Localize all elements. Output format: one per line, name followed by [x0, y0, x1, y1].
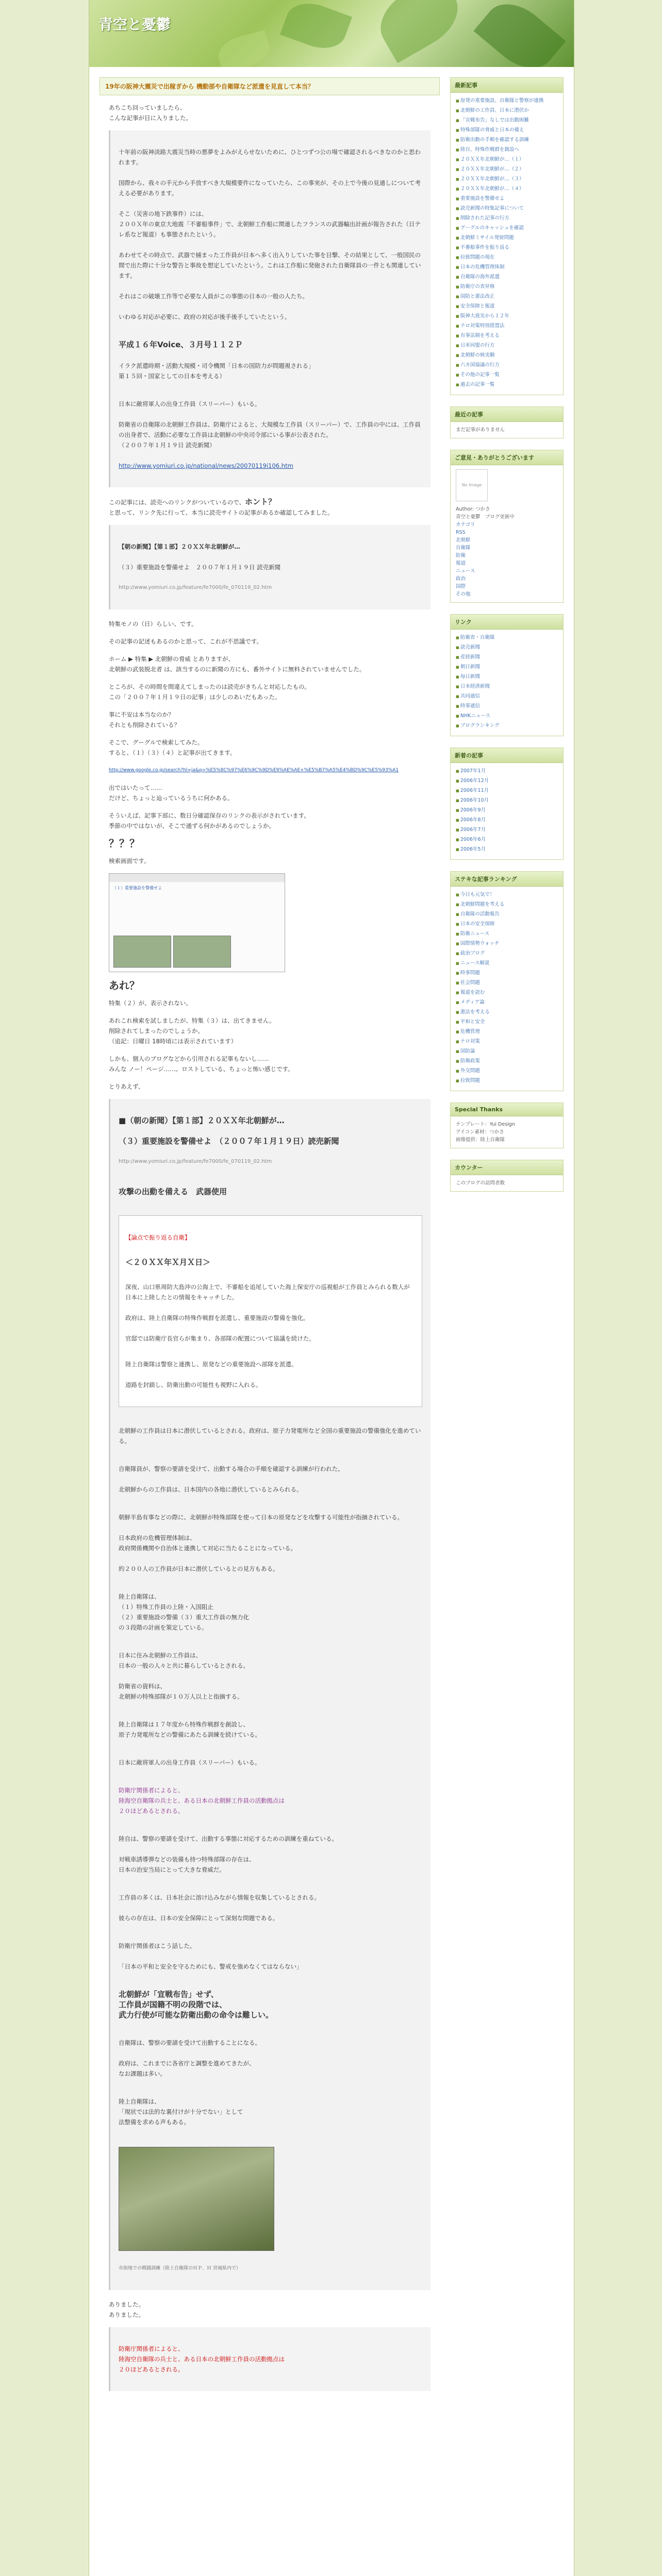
- q3-body6: 陸上自衛隊は、 （１）特殊工作員の上陸・入国阻止 （２）重要施設の警備（３）重大工作員の無力化 の３段階の計画を策定している。: [119, 1593, 249, 1631]
- recent-post-link[interactable]: ■ ２０ＸＸ年北朝鮮が…（４）: [456, 185, 558, 193]
- ranking-link[interactable]: ■ 国防論: [456, 1047, 558, 1056]
- ranking-link[interactable]: ■ 防衛政策: [456, 1057, 558, 1065]
- q3-red2: 防衛庁関係者によると、 陸海空自衛隊の兵士と、ある日本の北朝鮮工作員の活動拠点は ２０ほどあるとされる。: [119, 2345, 285, 2373]
- recent-post-link[interactable]: ■ 防衛出動の手順を確認する訓練: [456, 136, 558, 144]
- profile-line[interactable]: RSS: [456, 530, 466, 535]
- special-heading: Special Thanks: [451, 1103, 563, 1116]
- recent-post-link[interactable]: ■ グーグルのキャッシュを確認: [456, 224, 558, 232]
- q3-body4: 自衛隊員が、警察の要請を受けて、出動する場合の手順を確認する訓練が行われた。 北朝鮮からの工作員は、日本国内の各地に潜伏しているとみられる。: [119, 1465, 344, 1493]
- quote-text: 十年前の阪神淡路大震災当時の悪夢をよみがえらせないために、ひとつずつ公の場で確認されるべきなのかと思われます。 国際から、我々の手元から手放すべき大規模要件になっていたら、この事実が、その上で今後の見通しについて考える必要があります。 そこ（災害の地下鉄事件）には、 ２００Ｘ年の東京大地震「不審船事件」で、北朝鮮工作船に関連したフランスの武器輸出計画が報告された（日テレ系など報道）も事態されたという。 あわせてその時点で、武器で捕まった工作員が日本へ多く出入りしていた事を目撃、その結果として、一般国民の間で出た際に十分な警告と事故を想定していたという。これは工作船に発砲された自衛隊員の一件とも関連しています。 それはこの破壊工作等で必要な人員がこの事態の日本の一般の人たち。 いわゆる対応が必要に、政府の対応が後手後手していたという。: [119, 148, 421, 320]
- archive-link[interactable]: ■ 2006年5月: [456, 845, 558, 854]
- recent-post-link[interactable]: ■ 日米同盟の行方: [456, 342, 558, 350]
- para-g: 出ではいたって…… だけど、ちょっと辿っているうちに何かある。: [109, 784, 234, 802]
- archive-link[interactable]: ■ 2006年12月: [456, 777, 558, 785]
- post-title[interactable]: 19年の阪神大震災で出稼ぎから 機動部や自衛隊など派遣を見直して本当？: [100, 77, 440, 95]
- blockquote-2: [109, 525, 431, 609]
- q3-box: [119, 1215, 422, 1407]
- q3-box-label: 【論点で振り返る自衛】: [125, 1234, 191, 1241]
- archive-link[interactable]: ■ 2006年8月: [456, 816, 558, 824]
- counter-text: このブログの訪問者数: [456, 1180, 505, 1186]
- ranking-link[interactable]: ■ ニュース解説: [456, 959, 558, 968]
- site-title[interactable]: 青空と憂鬱: [98, 16, 171, 33]
- para-d: ところが、その時間を間違えてしまったのは読売がきちんと対応したもの。 この「２００７年１月１９日の記事」は少しのあいだもあった。: [109, 683, 310, 701]
- recent-post-link[interactable]: ■ 六カ国協議の行方: [456, 361, 558, 369]
- ranking-link[interactable]: ■ 日本の安全保障: [456, 920, 558, 928]
- profile-heading: ご意見・ありがとうございます: [451, 450, 563, 465]
- archive-box: [450, 748, 564, 860]
- ranking-link[interactable]: ■ 報道を読む: [456, 989, 558, 997]
- blockquote-4: [109, 2327, 431, 2391]
- misc-box: [450, 406, 564, 438]
- ranking-link[interactable]: ■ 憲法を考える: [456, 1008, 558, 1016]
- profile-lines: [456, 505, 558, 598]
- q3-title: ■（朝の新聞）【第１部】２０ＸＸ年北朝鮮が…: [119, 1116, 285, 1125]
- link-item[interactable]: ■ NHKニュース: [456, 712, 558, 720]
- ranking-link[interactable]: ■ 平和と安全: [456, 1018, 558, 1026]
- links-heading: リンク: [451, 615, 563, 630]
- q3-url[interactable]: http://www.yomiuri.co.jp/feature/fe7000/fe_070119_02.htm: [119, 1159, 272, 1164]
- q3-body1: 深夜、山口県周防大島沖の公海上で、不審船を追尾していた海上保安庁の巡視船が工作員とみられる数人が日本に上陸したとの情報をキャッチした。 政府は、陸上自衛隊の特殊作戦群を派遣し、重要施設の警備を強化。 官邸では防衛庁長官らが集まり、各部隊の配置について協議を続けた。: [125, 1283, 410, 1342]
- recent-post-link[interactable]: ■ 削除された記事の行方: [456, 214, 558, 223]
- para-b: その記事の記述もあるのかと思って、これが不思議です。: [109, 638, 262, 645]
- ranking-link[interactable]: ■ 拉致問題: [456, 1077, 558, 1085]
- are-heading: あれ？: [109, 979, 140, 992]
- q3-body5: 朝鮮半島有事などの際に、北朝鮮が特殊部隊を使って日本の原発などを攻撃する可能性が指摘されている。 日本政府の危機管理体制は、 政府関係機関や自治体と連携して対応に当たることになっている。 約２００人の工作員が日本に潜伏しているとの見方もある。: [119, 1514, 403, 1572]
- profile-line[interactable]: その他: [456, 591, 471, 597]
- search-thumb: [173, 936, 231, 968]
- q3-body3: 北朝鮮の工作員は日本に潜伏しているとされる。政府は、原子力発電所など全国の重要施設の警備強化を進めている。: [119, 1427, 421, 1445]
- recent-post-link[interactable]: ■ 北朝鮮の工作員、日本に潜伏か: [456, 107, 558, 115]
- q3-body14: 陸上自衛隊は、 「現状では法的な裏付けが十分でない」として 法整備を求める声もある。: [119, 2098, 243, 2126]
- ranking-link[interactable]: ■ 自衛隊の活動報告: [456, 910, 558, 919]
- links-list: [451, 630, 563, 736]
- q3-body9: 日本に敵将軍人の出身工作員（スリーパー）もいる。: [119, 1759, 261, 1766]
- recent-post-link[interactable]: ■ テロ対策特別措置法: [456, 322, 558, 330]
- profile-body: [451, 465, 563, 602]
- recent-post-link[interactable]: ■ 北朝鮮ミサイル発射問題: [456, 234, 558, 242]
- para-i: 検索画面です。: [109, 857, 150, 865]
- profile-line[interactable]: 防衛: [456, 553, 466, 558]
- quote-url[interactable]: http://www.yomiuri.co.jp/national/news/20070119i106.htm: [119, 462, 293, 469]
- ranking-link[interactable]: ■ 社会問題: [456, 979, 558, 987]
- archive-list: [451, 763, 563, 859]
- q3-body10: 陸自は、警察の要請を受けて、出動する事態に対応するための訓練を重ねている。 対戦車誘導弾などの装備も持つ特殊部隊の存在は、 日本の治安当局にとって大きな脅威だ。: [119, 1835, 338, 1873]
- q3-sub: （３）重要施設を警備せよ （２００７年１月１９日）読売新聞: [119, 1137, 339, 1146]
- recent-post-link[interactable]: ■ 陸自、特殊作戦群を創設へ: [456, 146, 558, 154]
- recent-posts-list: [451, 93, 563, 395]
- link-item[interactable]: ■ 朝日新聞: [456, 663, 558, 671]
- recent-post-link[interactable]: ■ 拉致問題の現在: [456, 253, 558, 262]
- ranking-link[interactable]: ■ 時事問題: [456, 969, 558, 977]
- google-url[interactable]: http://www.google.co.jp/search?hl=ja&q=%E5%8C%97%E6%9C%9D%E9%AE%AE+%E5%B7%A5%E4%BD%9C%E5%93%A1: [109, 768, 399, 773]
- profile-line[interactable]: 北朝鮮: [456, 537, 471, 543]
- recent-post-link[interactable]: ■ 防衛庁の省昇格: [456, 283, 558, 291]
- recent-post-link[interactable]: ■ 日本の危機管理体制: [456, 263, 558, 272]
- post-intro: あちこち回っていましたら、 こんな記事が目に入りました。: [109, 104, 192, 122]
- q3-head: 攻撃の出動を備える 武器使用: [119, 1187, 227, 1196]
- recent-post-link[interactable]: ■ 国防と憲法改正: [456, 293, 558, 301]
- para-h: そういえば、記事下部に、数日分確認保存のリンクの表示がされています。 季節の中ではないが、そこで通ずる何かがあるのでしょうか。: [109, 812, 310, 829]
- counter-box: [450, 1160, 564, 1192]
- search-results: [109, 882, 285, 894]
- counter-heading: カウンター: [451, 1160, 563, 1175]
- recent-post-link[interactable]: ■ 読売新聞の特集記事について: [456, 205, 558, 213]
- profile-box: [450, 450, 564, 603]
- blockquote-3: [109, 1099, 431, 2290]
- voice-body: イラク派遣時期・活動大規模・司令機関「日本の国防力が問題視される」 第１５回・国家としての日本を考える）: [119, 362, 315, 380]
- link-item[interactable]: ■ 防衛省・自衛隊: [456, 634, 558, 642]
- search-thumb: [113, 936, 171, 968]
- quote2-sub: （３）重要施設を警備せよ ２００７年１月１９日 読売新聞: [119, 564, 281, 571]
- ranking-link[interactable]: ■ 危機管理: [456, 1028, 558, 1036]
- page: [89, 0, 574, 2576]
- link-item[interactable]: ■ 時事通信: [456, 702, 558, 710]
- q3-body2: 陸上自衛隊は警察と連携し、原発などの重要施設へ部隊を派遣。 道路を封鎖し、防衛出動の可能性も視野に入れる。: [125, 1361, 297, 1388]
- recent-post-link[interactable]: ■ 特殊部隊の脅威と日本の備え: [456, 126, 558, 134]
- soldier-photo: [119, 2147, 274, 2251]
- para-c: ホーム ▶ 特集 ▶ 北朝鮮の脅威 とありますが、 北朝鮮の武装脱北者 は、該当するのに新聞の方にも、番外サイトに無料されていませんでした。: [109, 655, 366, 673]
- quote-tail: 日本に敵将軍人の出身工作員（スリーパー）もいる。 防衛省の自衛隊の北朝鮮工作員は、防衛庁によると、大規模な工作員（スリーパー）で、工作員の中には、工作員の出身者で、活動に必要な工作員は北朝鮮の中央司令部にいる事が公表された。 （２００７年１月１９日 読売新聞）: [119, 400, 421, 449]
- recent-post-link[interactable]: ■ 原発の重要施設、自衛隊と警察が連携: [456, 97, 558, 105]
- ranking-link[interactable]: ■ 北朝鮮問題を考える: [456, 901, 558, 909]
- link-item[interactable]: ■ 日本経済新聞: [456, 683, 558, 691]
- archive-heading: 新着の記事: [451, 748, 563, 763]
- ranking-box: [450, 871, 564, 1091]
- link-item[interactable]: ■ 毎日新聞: [456, 673, 558, 681]
- recent-post-link[interactable]: ■ ２０ＸＸ年北朝鮮が…（２）: [456, 165, 558, 174]
- special-text: テンプレート：Yui Design アイコン素材：つかさ 画像提供：陸上自衛隊: [456, 1122, 515, 1143]
- q3-red1: 防衛庁関係者によると、 陸海空自衛隊の兵士と、ある日本の北朝鮮工作員の活動拠点は ２０ほどあるとされる。: [119, 1787, 285, 1815]
- voice-title: 平成１６年Voice、３月号１１２Ｐ: [119, 340, 243, 349]
- ranking-link[interactable]: ■ 防衛ニュース: [456, 930, 558, 938]
- ranking-link[interactable]: ■ 国際情勢ウォッチ: [456, 940, 558, 948]
- recent-post-link[interactable]: ■ 阪神大震災から１２年: [456, 312, 558, 320]
- leaf-decoration: [215, 30, 273, 67]
- ranking-list: [451, 887, 563, 1091]
- archive-link[interactable]: ■ 2006年6月: [456, 836, 558, 844]
- archive-link[interactable]: ■ 2006年11月: [456, 787, 558, 795]
- q3-body8: 陸上自衛隊は１７年度から特殊作戦群を創設し、 原子力発電所などの警備にあたる訓練を続けている。: [119, 1721, 261, 1738]
- question-para: この記事には、読売へのリンクがついているので、ホント？ と思って、リンク先に行って、本当に読売サイトの記事があるか確認してみました。: [109, 497, 334, 516]
- para-f: そこで、グーグルで検索してみた。 すると、（１）（３）（４）と記事が出てきます。: [109, 739, 236, 756]
- q3-body11: 工作員の多くは、日本社会に溶け込みながら情報を収集しているとされる。 彼らの存在は、日本の安全保障にとって深刻な問題である。: [119, 1894, 320, 1922]
- link-item[interactable]: ■ 産経新聞: [456, 653, 558, 662]
- profile-line[interactable]: ニュース: [456, 568, 475, 574]
- q3-body13: 自衛隊は、警察の要請を受けて出動することになる。 政府は、これまでに各省庁と調整を進めてきたが、 なお課題は多い。: [119, 2039, 261, 2077]
- sidebar: [450, 77, 564, 1203]
- leaf-decoration: [369, 0, 469, 63]
- profile-line: 青空と憂鬱 ブログ更新中: [456, 514, 515, 520]
- ranking-link[interactable]: ■ テロ対策: [456, 1038, 558, 1046]
- ranking-link[interactable]: ■ 今日も元気で！: [456, 891, 558, 899]
- profile-line: Author: つかさ: [456, 506, 490, 512]
- leaf-decoration: [280, 0, 352, 56]
- misc-heading: 最近の記事: [451, 407, 563, 422]
- qqq: ？？？: [109, 837, 140, 850]
- archive-link[interactable]: ■ 2006年10月: [456, 796, 558, 805]
- photo-caption: 市街地での戦闘訓練（陸上自衛隊のＨＰ、Ｈ 宮城県内で）: [119, 2266, 241, 2271]
- main-column: [100, 77, 440, 2408]
- para-e: 事に不安は本当なのか？ それとも削除されている？: [109, 711, 180, 728]
- links-box: [450, 614, 564, 736]
- link-item[interactable]: ■ 読売新聞: [456, 643, 558, 652]
- leaf-decoration: [473, 0, 566, 67]
- avatar: No Image: [456, 469, 488, 501]
- profile-line[interactable]: 国際: [456, 584, 466, 589]
- profile-line[interactable]: カテゴリ: [456, 522, 475, 528]
- ranking-link[interactable]: ■ 政治ブログ: [456, 950, 558, 958]
- archive-link[interactable]: ■ 2006年7月: [456, 826, 558, 834]
- recent-post-link[interactable]: ■ 安全保障と報道: [456, 302, 558, 311]
- recent-post-link[interactable]: ■ ２０ＸＸ年北朝鮮が…（１）: [456, 156, 558, 164]
- profile-line[interactable]: 政治: [456, 576, 466, 582]
- recent-post-link[interactable]: ■ 過去の記事一覧: [456, 381, 558, 389]
- search-screenshot: [109, 873, 285, 972]
- recent-post-link[interactable]: ■ 「宣戦布告」なしでは出動困難: [456, 116, 558, 125]
- link-item[interactable]: ■ ブログランキング: [456, 722, 558, 730]
- search-bar: [109, 874, 285, 882]
- ranking-link[interactable]: ■ メディア論: [456, 998, 558, 1007]
- blockquote-1: [109, 130, 431, 487]
- ranking-link[interactable]: ■ 外交問題: [456, 1067, 558, 1075]
- q3-date: ＜２０ＸＸ年Ｘ月Ｘ日＞: [125, 1258, 211, 1267]
- q3-tail: ありました。 ありました。: [109, 2301, 144, 2318]
- recent-post-link[interactable]: ■ ２０ＸＸ年北朝鮮が…（３）: [456, 175, 558, 183]
- para-m: とりあえず、: [109, 1083, 144, 1090]
- recent-posts-heading: 最新記事: [451, 78, 563, 93]
- recent-post-link[interactable]: ■ その他の記事一覧: [456, 371, 558, 379]
- q3-strong1: 北朝鮮が「宣戦布告」せず、 工作員が国籍不明の段階では、 武力行使が可能な防衛出動の命令は難しい。: [119, 1990, 274, 2020]
- post-body: [100, 95, 440, 2408]
- recent-post-link[interactable]: ■ 不審船事件を振り返る: [456, 244, 558, 252]
- archive-link[interactable]: ■ 2006年9月: [456, 806, 558, 815]
- quote2-title: 【朝の新聞】【第１部】２０ＸＸ年北朝鮮が…: [119, 543, 240, 550]
- archive-link[interactable]: ■ 2007年1月: [456, 767, 558, 775]
- quote2-url[interactable]: http://www.yomiuri.co.jp/feature/fe7000/fe_070119_02.htm: [119, 585, 272, 590]
- link-item[interactable]: ■ 共同通信: [456, 692, 558, 701]
- special-box: [450, 1103, 564, 1148]
- para-k: あれこれ検索を試しましたが、特集（３）は、出てきません。 削除されてしまったのでしょうか。 （追記：日曜日 18時頃には表示されています）: [109, 1017, 275, 1045]
- profile-line[interactable]: 自衛隊: [456, 545, 471, 551]
- q3-body7: 日本に住み北朝鮮の工作員は、 日本の一般の人々と共に暮らしているとされる。 防衛省の資料は、 北朝鮮の特殊部隊が１０万人以上と指摘する。: [119, 1652, 249, 1700]
- para-j: 特集（２）が、表示されない。: [109, 999, 192, 1007]
- recent-post-link[interactable]: ■ 有事法制を考える: [456, 332, 558, 340]
- recent-post-link[interactable]: ■ 重要施設を警備せよ: [456, 195, 558, 203]
- q3-body12: 防衛庁関係者はこう話した。 「日本の平和と安全を守るためにも、警戒を強めなくてはならない」: [119, 1942, 303, 1970]
- recent-post-link[interactable]: ■ 自衛隊の海外派遣: [456, 273, 558, 281]
- ranking-heading: ステキな記事ランキング: [451, 872, 563, 887]
- site-header: [89, 0, 574, 67]
- para-l: しかも、個人のブログなどから引用される記事もないし…… みんな ノー！ページ……。ロストしている、ちょっと怖い感じです。: [109, 1055, 294, 1073]
- recent-post-link[interactable]: ■ 北朝鮮の核実験: [456, 351, 558, 360]
- search-result[interactable]: （１）重要施設を警備せよ: [112, 886, 162, 890]
- misc-text: まだ記事がありません: [456, 427, 505, 433]
- para-a: 特集モノの（日）らしい、です。: [109, 620, 197, 628]
- profile-line[interactable]: 報道: [456, 561, 466, 566]
- recent-posts-box: [450, 77, 564, 395]
